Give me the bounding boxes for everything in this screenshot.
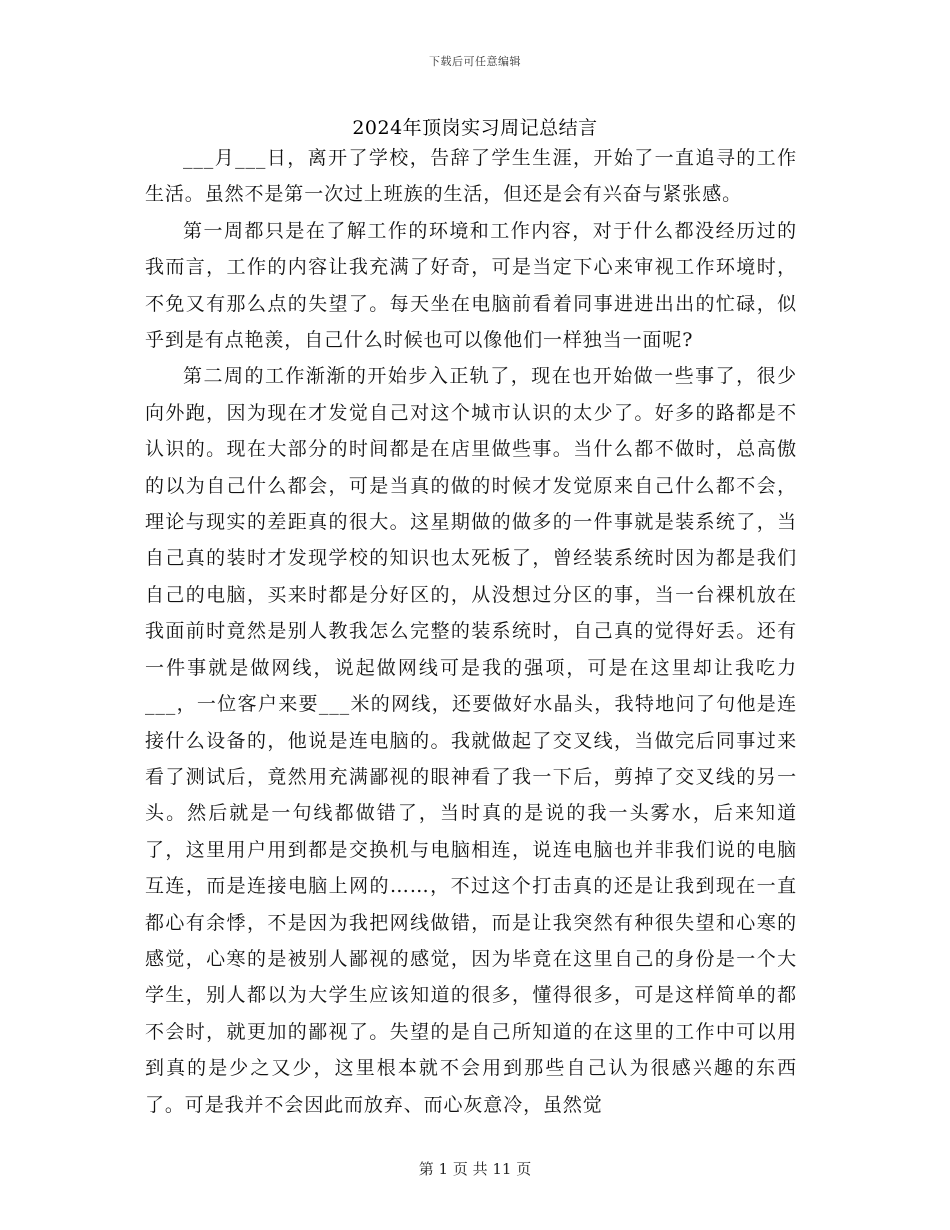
paragraph-2: 第一周都只是在了解工作的环境和工作内容，对于什么都没经历过的我而言，工作的内容让我充满了好奇，可是当定下心来审视工作环境时，不免又有那么点的失望了。每天坐在电脑前看着同事进进出出的忙碌，似乎到是有点艳羡，自己什么时候也可以像他们一样独当一面呢? — [145, 219, 797, 352]
document-body — [145, 140, 797, 1123]
paragraph-1: ___月___日，离开了学校，告辞了学生生涯，开始了一直追寻的工作生活。虽然不是第一次过上班族的生活，但还是会有兴奋与紧张感。 — [145, 147, 797, 206]
document-title: 2024年顶岗实习周记总结言 — [352, 117, 598, 139]
paragraph-3: 第二周的工作渐渐的开始步入正轨了，现在也开始做一些事了，很少向外跑，因为现在才发觉自己对这个城市认识的太少了。好多的路都是不认识的。现在大部分的时间都是在店里做些事。当什么都不做时，总高傲的以为自己什么都会，可是当真的做的时候才发觉原来自己什么都不会，理论与现实的差距真的很大。这星期做的做多的一件事就是装系统了，当自己真的装时才发现学校的知识也太死板了，曾经装系统时因为都是我们自己的电脑，买来时都是分好区的，从没想过分区的事，当一台裸机放在我面前时竟然是别人教我怎么完整的装系统时，自己真的觉得好丢。还有一件事就是做网线，说起做网线可是我的强项，可是在这里却让我吃力___，一位客户来要___米的网线，还要做好水晶头，我特地问了句他是连接什么设备的，他说是连电脑的。我就做起了交叉线，当做完后同事过来看了测试后，竟然用充满鄙视的眼神看了我一下后，剪掉了交叉线的另一头。然后就是一句线都做错了，当时真的是说的我一头雾水，后来知道了，这里用户用到都是交换机与电脑相连，说连电脑也并非我们说的电脑互连，而是连接电脑上网的……，不过这个打击真的还是让我到现在一直都心有余悸，不是因为我把网线做错，而是让我突然有种很失望和心寒的感觉，心寒的是被别人鄙视的感觉，因为毕竟在这里自己的身份是一个大学生，别人都以为大学生应该知道的很多，懂得很多，可是这样简单的都不会时，就更加的鄙视了。失望的是自己所知道的在这里的工作中可以用到真的是少之又少，这里根本就不会用到那些自己认为很感兴趣的东西了。可是我并不会因此而放弃、而心灰意冷，虽然觉 — [145, 365, 797, 1116]
page-number-footer: 第 1 页 共 11 页 — [418, 1160, 532, 1178]
page-header-note: 下载后可任意编辑 — [429, 55, 521, 68]
